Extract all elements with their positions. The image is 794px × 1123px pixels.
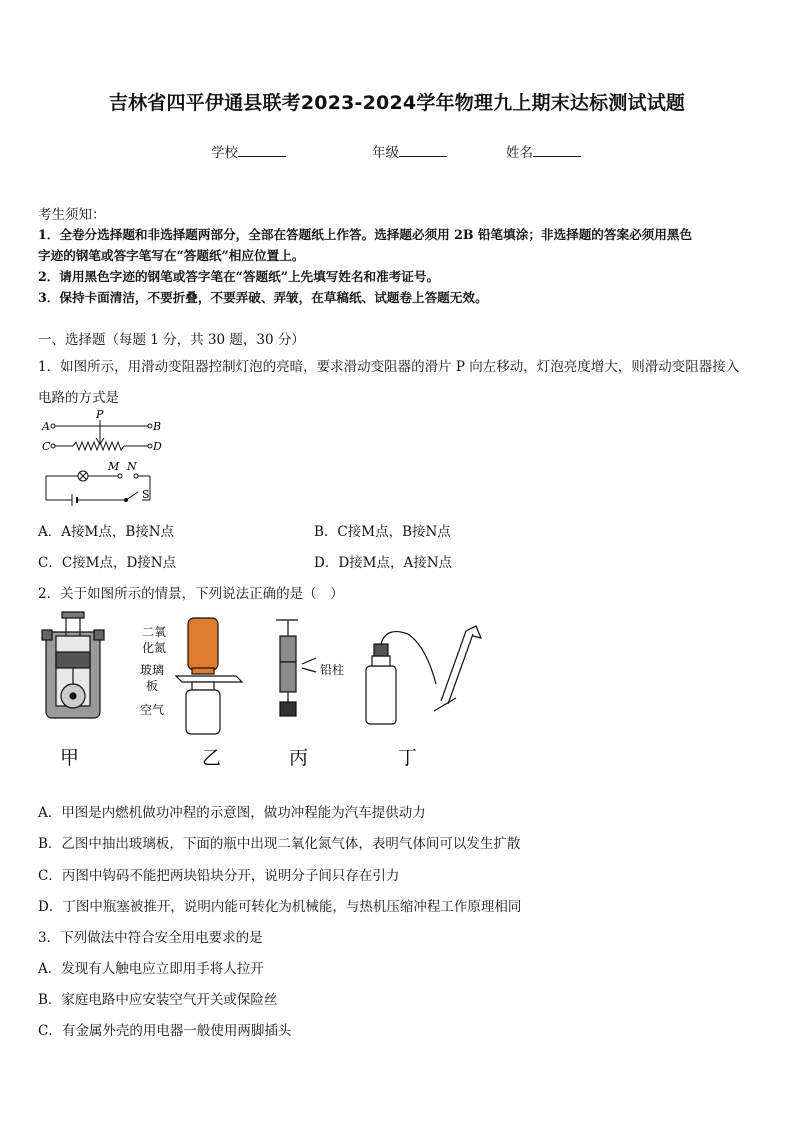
grade-label: 年级 xyxy=(372,145,399,161)
section-heading: 一、选择题（每题 1 分，共 30 题，30 分） xyxy=(38,332,305,348)
page-title: 吉林省四平伊通县联考2023-2024学年物理九上期末达标测试试题 xyxy=(108,92,686,114)
label-co2-1: 二氧 xyxy=(142,625,167,639)
q1-circuit-figure xyxy=(38,408,168,508)
notice-item-1-cont: 字迹的钢笔或答字笔写在“答题纸”相应位置上。 xyxy=(38,248,305,263)
q1-label-p: P xyxy=(96,408,104,421)
notice-item-1: 1．全卷分选择题和非选择题两部分，全部在答题纸上作答。选择题必须用 2B 铅笔填涂；非选择题的答案必须用黑色 xyxy=(38,227,693,242)
q3-stem: 3．下列做法中符合安全用电要求的是 xyxy=(38,930,263,946)
school-label: 学校 xyxy=(211,145,238,161)
q1-label-s: S xyxy=(142,488,150,501)
grade-blank xyxy=(399,144,447,157)
q2-option-a: A．甲图是内燃机做功冲程的示意图，做功冲程能为汽车提供动力 xyxy=(38,805,426,821)
q1-stem-cont: 电路的方式是 xyxy=(38,390,119,406)
q1-option-b: B．C接M点，B接N点 xyxy=(314,524,451,540)
label-lead: 铅柱 xyxy=(320,663,345,677)
q3-option-c: C．有金属外壳的用电器一般使用两脚插头 xyxy=(38,1023,292,1039)
notice-item-2: 2．请用黑色字迹的钢笔或答字笔在“答题纸”上先填写姓名和准考证号。 xyxy=(38,269,440,284)
caption-yi: 乙 xyxy=(202,747,222,769)
name-blank xyxy=(533,144,581,157)
name-field xyxy=(506,141,581,161)
engine-diagram xyxy=(42,612,104,718)
diffusion-bottles xyxy=(176,618,242,734)
q1-label-a: A xyxy=(42,420,50,433)
q1-label-b: B xyxy=(153,420,162,433)
q2-option-c: C．丙图中钩码不能把两块铅块分开，说明分子间只存在引力 xyxy=(38,868,400,884)
lead-cylinders xyxy=(276,620,316,716)
q1-stem: 1．如图所示，用滑动变阻器控制灯泡的亮暗，要求滑动变阻器的滑片 P 向左移动，灯泡亮度增大，则滑动变阻器接入 xyxy=(38,359,740,375)
label-glass-2: 板 xyxy=(146,679,159,693)
label-air: 空气 xyxy=(140,703,165,717)
notice-heading: 考生须知： xyxy=(38,207,106,223)
caption-ding: 丁 xyxy=(398,747,418,769)
grade-field xyxy=(372,141,447,161)
q1-label-c: C xyxy=(42,440,51,453)
caption-jia: 甲 xyxy=(60,747,80,769)
q1-option-d: D．D接M点，A接N点 xyxy=(314,555,453,571)
school-field xyxy=(211,141,286,161)
label-co2-2: 化氮 xyxy=(142,641,167,655)
q2-figure xyxy=(36,606,506,776)
q1-option-a: A．A接M点，B接N点 xyxy=(38,524,175,540)
caption-bing: 丙 xyxy=(289,747,309,769)
q2-stem: 2．关于如图所示的情景，下列说法正确的是（ ） xyxy=(38,586,344,602)
q2-option-d: D．丁图中瓶塞被推开，说明内能可转化为机械能，与热机压缩冲程工作原理相同 xyxy=(38,899,522,915)
school-blank xyxy=(238,144,286,157)
notice-item-3: 3．保持卡面清洁，不要折叠，不要弄破、弄皱，在草稿纸、试题卷上答题无效。 xyxy=(38,290,488,305)
name-label: 姓名 xyxy=(506,145,533,161)
q2-option-b: B．乙图中抽出玻璃板，下面的瓶中出现二氧化氮气体，表明气体间可以发生扩散 xyxy=(38,836,521,852)
q1-label-n: N xyxy=(127,460,137,473)
q1-label-m: M xyxy=(108,460,120,473)
q1-label-d: D xyxy=(153,440,162,453)
q3-option-a: A．发现有人触电应立即用手将人拉开 xyxy=(38,961,264,977)
label-glass-1: 玻璃 xyxy=(140,663,165,677)
pump-bottle xyxy=(366,626,481,724)
q3-option-b: B．家庭电路中应安装空气开关或保险丝 xyxy=(38,992,278,1008)
q1-option-c: C．C接M点，D接N点 xyxy=(38,555,177,571)
